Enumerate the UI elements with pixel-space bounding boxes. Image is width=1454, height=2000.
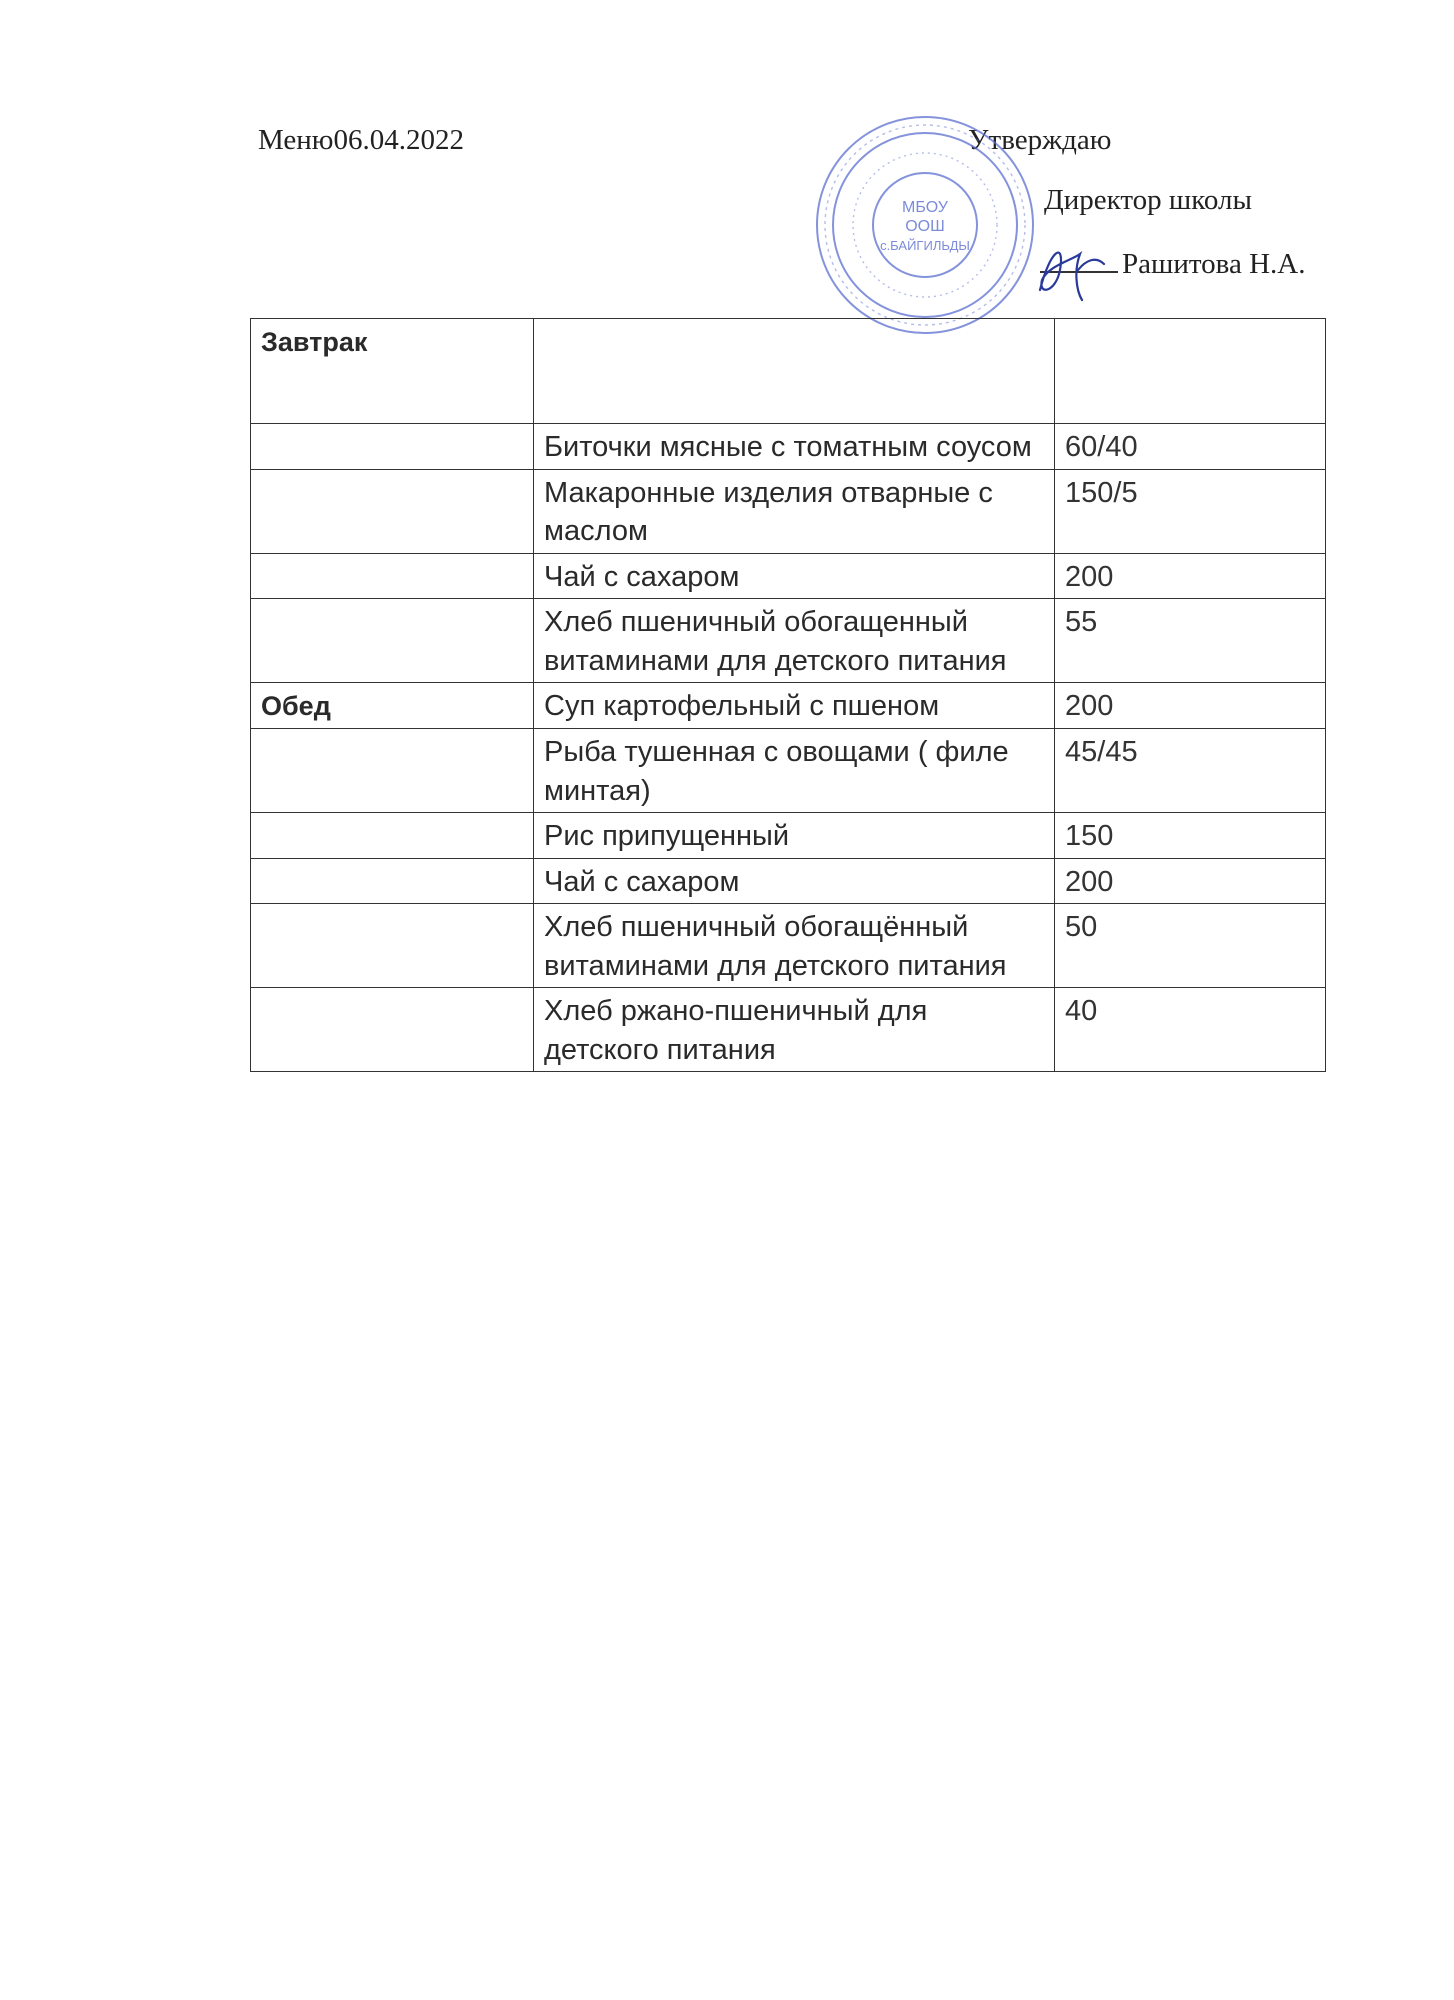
quantity-cell xyxy=(1055,319,1326,424)
dish-cell: Хлеб пшеничный обогащенный витаминами для детского питания xyxy=(534,599,1055,683)
menu-row xyxy=(251,813,1326,859)
quantity-cell: 55 xyxy=(1055,599,1326,683)
menu-row xyxy=(251,858,1326,904)
dish-cell: Макаронные изделия отварные с маслом xyxy=(534,469,1055,553)
menu-row xyxy=(251,424,1326,470)
approval-label: Утверждаю xyxy=(968,124,1112,156)
meal-cell xyxy=(251,553,534,599)
menu-row xyxy=(251,599,1326,683)
dish-cell: Суп картофельный с пшеном xyxy=(534,683,1055,729)
quantity-cell: 50 xyxy=(1055,904,1326,988)
director-name: Рашитова Н.А. xyxy=(1122,248,1306,280)
menu-date-title: Меню06.04.2022 xyxy=(258,124,464,156)
dish-cell: Чай с сахаром xyxy=(534,858,1055,904)
quantity-cell: 150/5 xyxy=(1055,469,1326,553)
quantity-cell: 200 xyxy=(1055,858,1326,904)
menu-header-row xyxy=(251,319,1326,424)
handwritten-signature xyxy=(1020,230,1120,310)
quantity-cell: 150 xyxy=(1055,813,1326,859)
quantity-cell: 200 xyxy=(1055,683,1326,729)
meal-cell xyxy=(251,469,534,553)
quantity-cell: 200 xyxy=(1055,553,1326,599)
menu-row xyxy=(251,683,1326,729)
menu-row xyxy=(251,553,1326,599)
quantity-cell: 60/40 xyxy=(1055,424,1326,470)
meal-cell xyxy=(251,424,534,470)
dish-cell: Рис припущенный xyxy=(534,813,1055,859)
stamp-line-1: МБОУ xyxy=(902,199,948,216)
meal-cell xyxy=(251,988,534,1072)
quantity-cell: 40 xyxy=(1055,988,1326,1072)
dish-cell: Рыба тушенная с овощами ( филе минтая) xyxy=(534,728,1055,812)
dish-cell xyxy=(534,319,1055,424)
stamp-line-2: ООШ xyxy=(905,218,945,235)
stamp-line-3: с.БАЙГИЛЬДЫ xyxy=(880,238,970,253)
menu-row xyxy=(251,988,1326,1072)
meal-cell: Завтрак xyxy=(251,319,534,424)
dish-cell: Биточки мясные с томатным соусом xyxy=(534,424,1055,470)
quantity-cell: 45/45 xyxy=(1055,728,1326,812)
menu-row xyxy=(251,904,1326,988)
menu-table xyxy=(250,318,1326,1072)
dish-cell: Хлеб ржано-пшеничный для детского питания xyxy=(534,988,1055,1072)
menu-row xyxy=(251,469,1326,553)
meal-cell xyxy=(251,813,534,859)
meal-cell: Обед xyxy=(251,683,534,729)
meal-cell xyxy=(251,904,534,988)
meal-cell xyxy=(251,858,534,904)
meal-cell xyxy=(251,728,534,812)
menu-row xyxy=(251,728,1326,812)
director-position: Директор школы xyxy=(1044,184,1252,216)
school-seal-stamp xyxy=(810,110,1040,340)
meal-cell xyxy=(251,599,534,683)
dish-cell: Чай с сахаром xyxy=(534,553,1055,599)
dish-cell: Хлеб пшеничный обогащённый витаминами для детского питания xyxy=(534,904,1055,988)
